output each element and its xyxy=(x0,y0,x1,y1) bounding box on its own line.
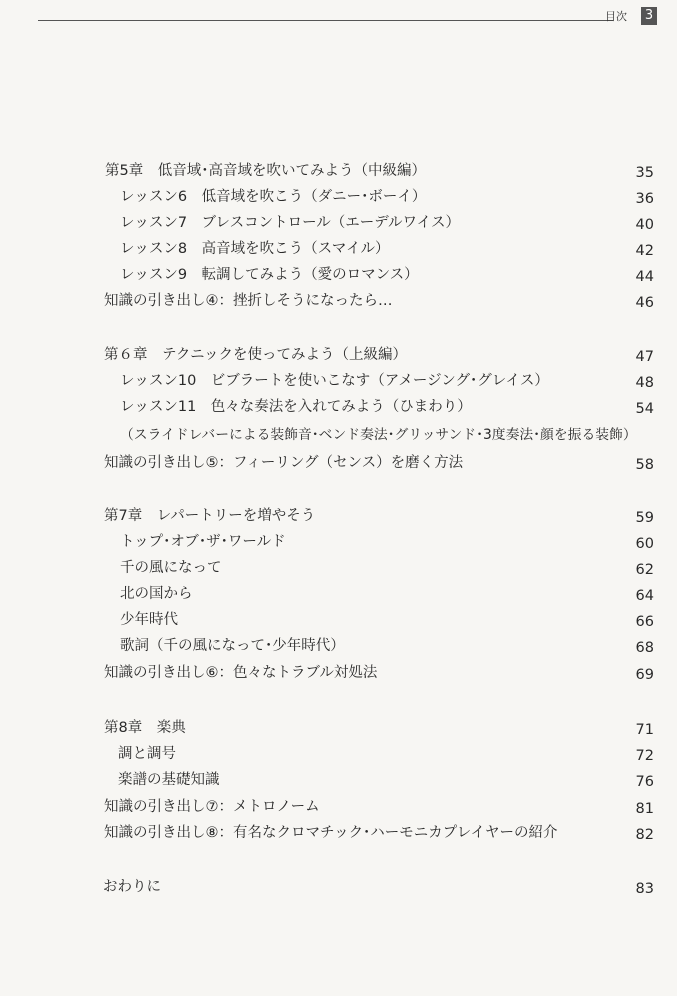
toc-entry-page: 35 xyxy=(635,165,654,181)
leader-dots xyxy=(305,530,632,554)
leader-dots xyxy=(497,211,632,235)
toc-entry[interactable] xyxy=(0,795,677,819)
toc-entry-title: 知識の引き出し⑥：色々なトラブル対処法 xyxy=(104,665,378,681)
toc-entry-page: 68 xyxy=(635,640,654,656)
toc-entry[interactable] xyxy=(0,237,677,261)
toc-entry-title: レッスン9 転調してみよう（愛のロマンス） xyxy=(120,267,419,283)
toc-entry-page: 44 xyxy=(635,269,654,285)
toc-entry[interactable] xyxy=(0,716,677,740)
toc-entry-page: 62 xyxy=(635,562,654,578)
leader-dots xyxy=(363,634,632,658)
toc-entry-title: レッスン8 高音域を吹こう（スマイル） xyxy=(120,241,390,257)
leader-dots xyxy=(412,661,632,685)
toc-entry[interactable] xyxy=(0,821,677,845)
toc-entry-page: 83 xyxy=(635,881,654,897)
toc-entry[interactable] xyxy=(0,661,677,685)
toc-entry-title: 知識の引き出し⑦：メトロノーム xyxy=(104,799,320,815)
toc-entry-title: トップ･オブ･ザ･ワールド xyxy=(120,534,286,550)
leader-dots xyxy=(462,159,632,183)
toc-entry-title: 楽譜の基礎知識 xyxy=(118,772,220,788)
toc-entry-page: 59 xyxy=(635,510,654,526)
toc-entry[interactable] xyxy=(0,343,677,367)
page-number-badge: 3 xyxy=(641,7,657,25)
toc-entry-title: おわりに xyxy=(103,879,161,895)
toc-entry-page: 60 xyxy=(635,536,654,552)
toc-entry[interactable] xyxy=(0,608,677,632)
toc-entry[interactable] xyxy=(0,395,677,419)
leader-dots xyxy=(350,504,632,528)
toc-entry-title: レッスン6 低音域を吹こう（ダニー･ボーイ） xyxy=(120,189,427,205)
toc-entry-title: 知識の引き出し⑤：フィーリング（センス）を磨く方法 xyxy=(104,455,464,471)
toc-entry[interactable] xyxy=(0,369,677,393)
toc-entry-page: 71 xyxy=(635,722,654,738)
toc-entry[interactable] xyxy=(0,211,677,235)
toc-entry-title: 歌詞（千の風になって･少年時代） xyxy=(120,638,345,654)
leader-dots xyxy=(416,237,632,261)
toc-entry-page: 48 xyxy=(635,375,654,391)
toc-entry[interactable] xyxy=(0,451,677,475)
toc-entry-page: 69 xyxy=(635,667,654,683)
leader-dots xyxy=(462,185,632,209)
section-label: 目次 xyxy=(605,10,627,23)
toc-entry-title: 第7章 レパートリーを増やそう xyxy=(104,508,316,524)
toc-entry-title: レッスン7 ブレスコントロール（エーデルワイス） xyxy=(120,215,460,231)
toc-entry-title: 知識の引き出し④：挫折しそうになったら… xyxy=(104,293,393,309)
toc-entry-page: 58 xyxy=(635,457,654,473)
toc-entry-title: 第5章 低音域･高音域を吹いてみよう（中級編） xyxy=(105,163,426,179)
toc-entry-page: 72 xyxy=(635,748,654,764)
leader-dots xyxy=(240,556,632,580)
toc-entry-page: 66 xyxy=(635,614,654,630)
toc-entry-title: 千の風になって xyxy=(120,560,222,576)
leader-dots xyxy=(208,582,632,606)
toc-entry-title: 第8章 楽典 xyxy=(104,720,186,736)
toc-entry-page: 64 xyxy=(635,588,654,604)
toc-entry-title: レッスン10 ビブラートを使いこなす（アメージング･グレイス） xyxy=(120,373,549,389)
leader-dots xyxy=(507,451,632,475)
toc-entry-title: 知識の引き出し⑧：有名なクロマチック･ハーモニカプレイヤーの紹介 xyxy=(104,825,558,841)
toc-entry[interactable] xyxy=(0,504,677,528)
toc-entry-page: 54 xyxy=(635,401,654,417)
leader-dots xyxy=(190,608,632,632)
toc-entry[interactable] xyxy=(0,768,677,792)
toc-entry[interactable] xyxy=(0,742,677,766)
toc-entry[interactable] xyxy=(0,556,677,580)
leader-dots xyxy=(218,716,632,740)
toc-entry[interactable] xyxy=(0,582,677,606)
leader-dots xyxy=(517,395,632,419)
toc-entry-page: 82 xyxy=(635,827,654,843)
toc-entry[interactable] xyxy=(0,875,677,899)
leader-dots xyxy=(432,289,632,313)
toc-entry-page: 40 xyxy=(635,217,654,233)
toc-entry-page: 47 xyxy=(635,349,654,365)
toc-entry[interactable] xyxy=(0,185,677,209)
toc-entry-title: （スライドレバーによる装飾音･ベンド奏法･グリッサンド･3度奏法･顔を振る装飾） xyxy=(120,427,637,443)
toc-entry-title: 北の国から xyxy=(120,586,193,602)
leader-dots xyxy=(592,369,632,393)
leader-dots xyxy=(447,263,632,287)
toc-entry-page: 46 xyxy=(635,295,654,311)
leader-dots xyxy=(430,343,632,367)
toc-entry-title: 第６章 テクニックを使ってみよう（上級編） xyxy=(104,347,408,363)
toc-entry[interactable] xyxy=(0,634,677,658)
toc-entry-title: 少年時代 xyxy=(120,612,178,628)
toc-entry-page: 81 xyxy=(635,801,654,817)
toc-entry-title: 調と調号 xyxy=(118,746,176,762)
leader-dots xyxy=(235,768,632,792)
leader-dots xyxy=(343,795,632,819)
toc-entry[interactable] xyxy=(0,289,677,313)
toc-entry-page: 42 xyxy=(635,243,654,259)
toc-entry[interactable] xyxy=(0,530,677,554)
leader-dots xyxy=(602,821,632,845)
toc-entry[interactable] xyxy=(0,159,677,183)
toc-entry-note xyxy=(0,423,677,447)
toc-entry[interactable] xyxy=(0,263,677,287)
leader-dots xyxy=(190,742,632,766)
toc-entry-title: レッスン11 色々な奏法を入れてみよう（ひまわり） xyxy=(120,399,472,415)
toc-entry-page: 76 xyxy=(635,774,654,790)
leader-dots xyxy=(175,875,632,899)
toc-entry-page: 36 xyxy=(635,191,654,207)
